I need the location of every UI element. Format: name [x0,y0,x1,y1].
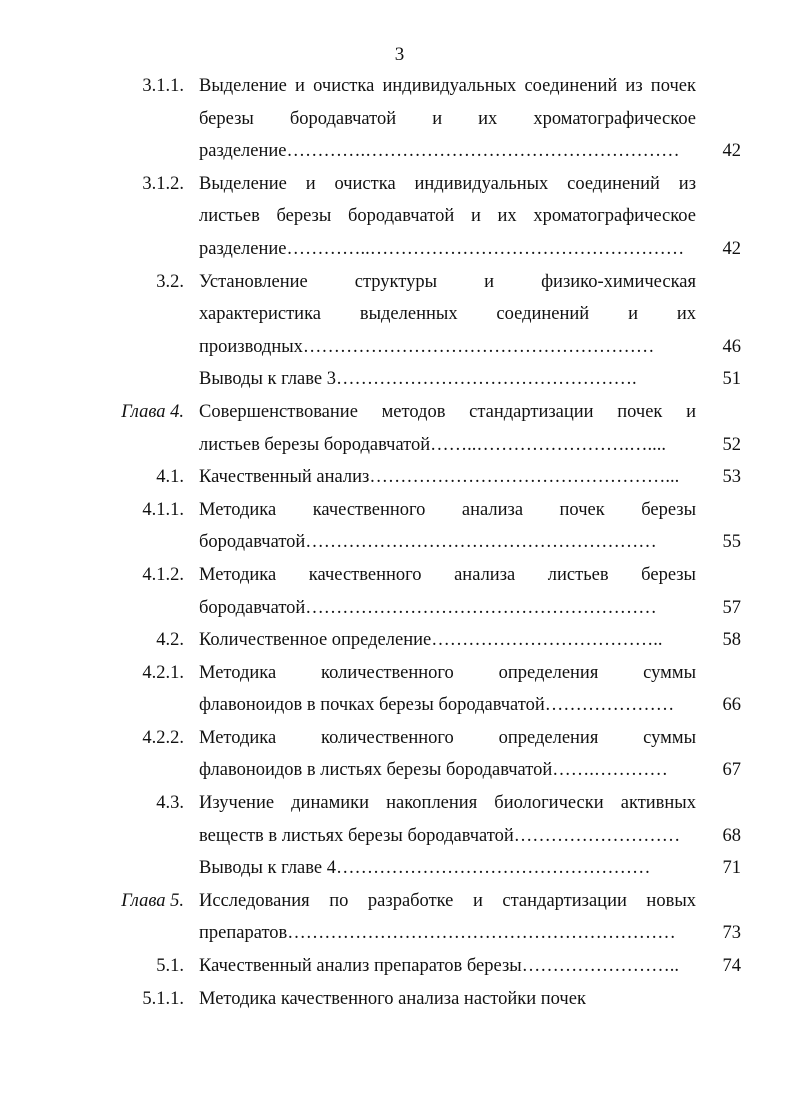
toc-line [0,298,799,331]
page-ref: 55 [722,532,741,553]
section-title: Качественный анализ…………………………………………... [199,467,680,488]
toc-line [0,396,799,429]
section-title: Методика качественного анализа почек березы [199,499,696,520]
section-title: Выделение и очистка индивидуальных соединений из почек [199,76,696,96]
toc-line [0,494,799,527]
page-ref: 51 [722,369,741,390]
toc-line [0,168,799,201]
toc-line [0,689,799,722]
toc-entry [0,852,799,885]
toc-entry [0,266,799,364]
toc-line [0,429,799,462]
section-title: листьев березы бородавчатой……..…………………….….... [199,434,667,455]
page-ref: 74 [722,956,741,977]
section-title: Выделение и очистка индивидуальных соединений из [199,173,696,194]
page-ref: 57 [722,597,741,618]
toc-line [0,461,799,494]
toc-entry [0,722,799,787]
toc-line [0,526,799,559]
section-title: бородавчатой………………………………………………… [199,532,657,553]
section-title: Установление структуры и физико-химическая [199,271,696,292]
section-title: Исследования по разработке и стандартизации новых [199,890,696,911]
section-number: 4.2.1. [142,662,184,683]
section-number: 3.2. [156,271,184,292]
page-ref: 58 [722,630,741,651]
toc-entry [0,70,799,168]
toc-line [0,722,799,755]
toc-line [0,852,799,885]
section-title: разделение………….…………………………………………… [199,141,680,162]
toc-entry [0,950,799,983]
section-number: 3.1.2. [142,173,184,194]
toc-line [0,754,799,787]
section-title: листьев березы бородавчатой и их хроматографическое [199,206,696,227]
section-number: 4.1. [156,467,184,488]
section-title: производных………………………………………………… [199,336,655,357]
toc-line [0,592,799,625]
table-of-contents [0,70,799,1015]
section-number: 4.2.2. [142,727,184,748]
section-title: Изучение динамики накопления биологически активных [199,793,696,814]
toc-line [0,559,799,592]
toc-entry [0,494,799,559]
page-ref: 68 [722,825,741,846]
section-title: Методика количественного определения суммы [199,727,696,748]
toc-entry [0,983,799,1016]
toc-line [0,331,799,364]
section-number: 4.3. [156,793,184,814]
toc-entry [0,657,799,722]
section-title: Количественное определение……………………………….. [199,630,663,651]
toc-line [0,917,799,950]
toc-line [0,200,799,233]
section-title: характеристика выделенных соединений и их [199,304,696,325]
page-ref: 52 [722,434,741,455]
toc-line [0,657,799,690]
section-title: Выводы к главе 3…………………………………………. [199,369,637,390]
toc-entry [0,885,799,950]
toc-line [0,135,799,168]
toc-line [0,787,799,820]
page-ref: 71 [722,858,741,879]
toc-entry [0,363,799,396]
section-title: веществ в листьях березы бородавчатой……………………… [199,825,681,846]
toc-entry [0,396,799,461]
section-title: флавоноидов в листьях березы бородавчатой…….………… [199,760,668,781]
page-ref: 53 [722,467,741,488]
section-number: 4.1.2. [142,564,184,585]
page-ref: 42 [722,141,741,162]
toc-line [0,233,799,266]
section-title: березы бородавчатой и их хроматографическое [199,108,696,129]
toc-entry [0,461,799,494]
toc-entry [0,787,799,852]
toc-line [0,624,799,657]
section-number: 4.1.1. [142,499,184,520]
toc-entry [0,624,799,657]
section-number: 3.1.1. [142,76,184,96]
section-title: Качественный анализ препаратов березы…………………….. [199,956,679,977]
page-ref: 67 [722,760,741,781]
section-title: флавоноидов в почках березы бородавчатой………………… [199,695,675,716]
toc-line [0,950,799,983]
page-ref: 66 [722,695,741,716]
section-title: Методика качественного анализа листьев березы [199,564,696,585]
section-title: препаратов……………………………………………………… [199,923,676,944]
section-number: 5.1.1. [142,988,184,1009]
page-ref: 46 [722,336,741,357]
toc-entry [0,168,799,266]
section-title: бородавчатой………………………………………………… [199,597,657,618]
section-title: Выводы к главе 4…………………………………………… [199,858,651,879]
toc-entry [0,559,799,624]
section-number: Глава 4. [121,401,184,422]
toc-line [0,363,799,396]
toc-line [0,70,799,103]
section-number: 4.2. [156,630,184,651]
section-number: 5.1. [156,956,184,977]
toc-line [0,266,799,299]
section-title: Совершенствование методов стандартизации почек и [199,401,696,422]
page-ref: 42 [722,238,741,259]
toc-line [0,983,799,1016]
section-title: Методика количественного определения суммы [199,662,696,683]
section-title: Методика качественного анализа настойки почек [199,988,586,1009]
toc-line [0,820,799,853]
toc-line [0,103,799,136]
section-number: Глава 5. [121,890,184,911]
page-ref: 73 [722,923,741,944]
toc-line [0,885,799,918]
page-number: 3 [394,44,405,65]
section-title: разделение…………..…………………………………………… [199,238,685,259]
